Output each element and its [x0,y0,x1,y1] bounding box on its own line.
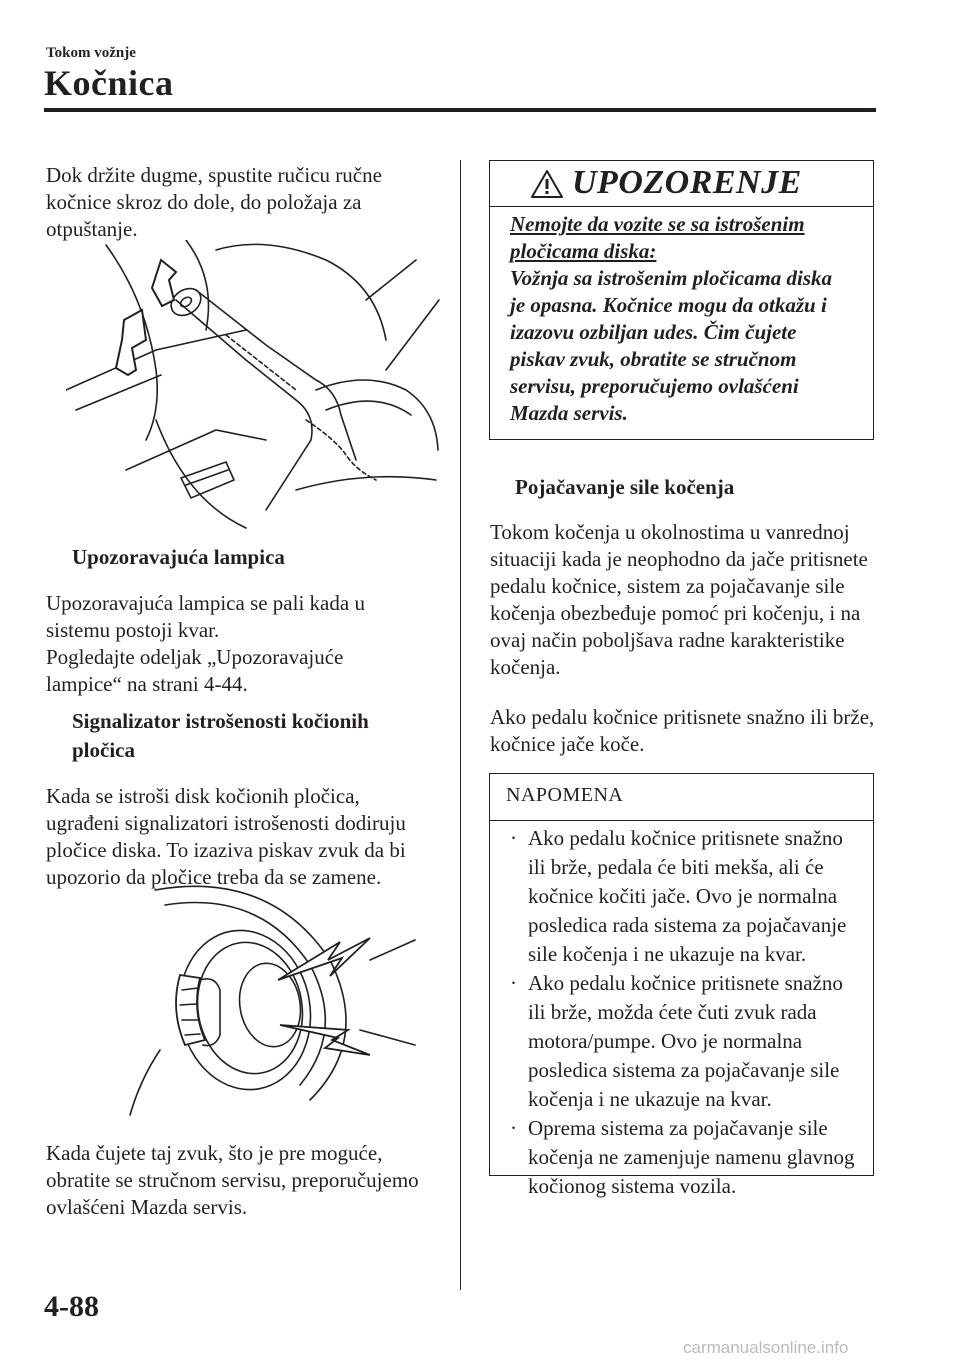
warning-lamp-text: Upozoravajuća lampica se pali kada u sistemu postoji kvar. [46,591,365,642]
brake-assist-text: Tokom kočenja u okolnostima u vanrednoj situaciji kada je neophodno da jače pritisnete pedalu kočnice, sistem za pojačavanje sile kočenja obezbeđuje pomoć pri kočenju, i na ovaj način poboljšava radne karakteristike kočenja. [490,520,868,679]
warning-lamp-heading: Upozoravajuća lampica [72,545,285,569]
page-title: Kočnica [44,63,174,103]
warning-header [490,161,873,207]
note-list [520,824,865,1201]
brake-disc-illustration [70,880,420,1120]
note-title: NAPOMENA [506,784,624,806]
brake-assist-note: Ako pedalu kočnice pritisnete snažno ili brže, kočnice jače koče. [490,705,875,756]
page-number: 4-88 [44,1290,99,1323]
closing-paragraph: Kada čujete taj zvuk, što je pre moguće, obratite se stručnom servisu, preporučujemo ovlašćeni Mazda servis. [46,1141,419,1219]
note-item: · Oprema sistema za pojačavanje sile kočenja ne zamenjuje namenu glavnog kočionog sistema vozila. [520,1114,865,1201]
warning-triangle-icon [530,169,564,199]
warning-lead: Nemojte da vozite se sa istrošenim pločicama diska: [510,212,805,263]
note-item: · Ako pedalu kočnice pritisnete snažno ili brže, možda ćete čuti zvuk rada motora/pumpe. Ovo je normalna posledica sistema za pojačavanje sile kočenja i ne ukazuje na kvar. [520,969,865,1114]
intro-paragraph: Dok držite dugme, spustite ručicu ručne kočnice skroz do dole, do položaja za otpuštanje. [46,163,382,241]
wear-indicator-heading: Signalizator istrošenosti kočionih pločica [72,709,369,762]
note-header [490,774,873,821]
warning-box [489,160,874,440]
brake-assist-heading: Pojačavanje sile kočenja [515,475,735,499]
breadcrumb: Tokom vožnje [46,45,136,61]
title-rule [44,108,876,112]
warning-text: Vožnja sa istrošenim pločicama diska je opasna. Kočnice mogu da otkažu i izazovu ozbiljan udes. Čim čujete piskav zvuk, obratite se stručnom servisu, preporučujemo ovlašćeni Mazda servis. [510,266,833,425]
warning-title: UPOZORENJE [572,164,802,201]
wear-indicator-text: Kada se istroši disk kočionih pločica, ugrađeni signalizatori istrošenosti dodiruju pločice diska. To izaziva piskav zvuk da bi upozorio da pločice treba da se zamene. [46,784,406,889]
warning-body [510,211,850,427]
parking-brake-illustration [66,240,440,530]
warning-lamp-reference: Pogledajte odeljak „Upozoravajuće lampice“ na strani 4-44. [46,645,344,696]
note-item: · Ako pedalu kočnice pritisnete snažno ili brže, pedala će biti mekša, ali će kočnice kočiti jače. Ovo je normalna posledica rada sistema za pojačavanje sile kočenja i ne ukazuje na kvar. [520,824,865,969]
watermark: carmanualsonline.info [683,1338,849,1357]
note-box [489,773,874,1198]
column-divider [460,160,461,1290]
